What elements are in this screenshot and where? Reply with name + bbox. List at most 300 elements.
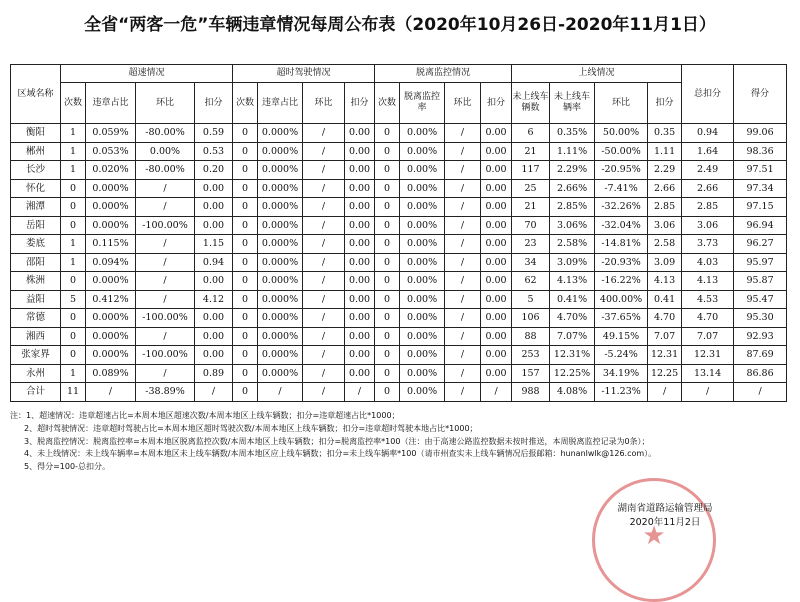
table-row — [11, 309, 787, 328]
table-cell: 4.70 — [648, 309, 682, 328]
table-cell: / — [303, 253, 345, 272]
table-cell: 0.41% — [550, 290, 595, 309]
table-cell: 21 — [512, 198, 550, 217]
table-cell: 0 — [375, 253, 400, 272]
region-cell: 湘西 — [11, 327, 61, 346]
table-cell: 2.66% — [550, 179, 595, 198]
table-cell: 34.19% — [595, 364, 648, 383]
table-cell: 0 — [375, 364, 400, 383]
table-cell: / — [445, 142, 481, 161]
table-cell: 0.53 — [195, 142, 233, 161]
note-5: 5、得分=100-总扣分。 — [24, 462, 110, 472]
region-cell: 合计 — [11, 383, 61, 402]
table-cell: 95.97 — [734, 253, 787, 272]
table-cell: 0 — [375, 216, 400, 235]
table-cell: / — [136, 327, 195, 346]
table-row — [11, 216, 787, 235]
table-cell: 0.00% — [400, 161, 445, 180]
table-cell: 0.00 — [195, 198, 233, 217]
table-cell: 0 — [375, 198, 400, 217]
table-cell: 4.13 — [682, 272, 734, 291]
table-cell: / — [136, 272, 195, 291]
note-1: 注：1、超速情况：违章超速占比=本周本地区超速次数/本周本地区上线车辆数；扣分=违章超速占比*1000； — [10, 411, 400, 420]
overtime-count-header: 次数 — [233, 83, 258, 124]
offline-deduct-header: 扣分 — [481, 83, 512, 124]
table-cell: / — [136, 198, 195, 217]
table-cell: 0 — [375, 124, 400, 143]
table-cell: 0.00 — [345, 142, 375, 161]
table-cell: 2.66 — [682, 179, 734, 198]
table-cell: 0.059% — [86, 124, 136, 143]
table-cell: 0.000% — [258, 179, 303, 198]
table-cell: 2.85% — [550, 198, 595, 217]
note-3: 3、脱离监控情况：脱离监控率=本周本地区脱离监控次数/本周本地区上线车辆数；扣分=脱离监控率*100（注：由于高速公路监控数据未按时推送，本周脱离监控记录为0条）； — [24, 436, 650, 446]
table-cell: 1 — [61, 253, 86, 272]
table-cell: / — [136, 364, 195, 383]
table-cell: 0.00 — [481, 142, 512, 161]
table-cell: / — [445, 216, 481, 235]
table-cell: -32.04% — [595, 216, 648, 235]
table-cell: / — [445, 364, 481, 383]
online-group-header: 上线情况 — [512, 65, 682, 83]
table-cell: 0.000% — [258, 161, 303, 180]
table-cell: 50.00% — [595, 124, 648, 143]
table-cell: 0.00 — [481, 272, 512, 291]
table-cell: 0 — [375, 346, 400, 365]
table-cell: 0.000% — [258, 272, 303, 291]
table-cell: 7.07% — [550, 327, 595, 346]
table-row — [11, 142, 787, 161]
table-cell: 97.51 — [734, 161, 787, 180]
table-cell: / — [258, 383, 303, 402]
table-cell: 0.115% — [86, 235, 136, 254]
table-cell: 92.93 — [734, 327, 787, 346]
table-cell: 0.000% — [258, 346, 303, 365]
table-cell: 97.34 — [734, 179, 787, 198]
table-cell: 2.58% — [550, 235, 595, 254]
offline-change-header: 环比 — [445, 83, 481, 124]
table-cell: 0.00 — [481, 309, 512, 328]
table-row — [11, 346, 787, 365]
table-cell: / — [303, 198, 345, 217]
table-cell: 0.000% — [258, 364, 303, 383]
region-cell: 怀化 — [11, 179, 61, 198]
table-cell: 0.00 — [345, 253, 375, 272]
table-cell: / — [303, 179, 345, 198]
speed-count-header: 次数 — [61, 83, 86, 124]
table-cell: 0 — [233, 346, 258, 365]
table-cell: 3.09% — [550, 253, 595, 272]
table-cell: 86.86 — [734, 364, 787, 383]
table-cell: 87.69 — [734, 346, 787, 365]
table-cell: / — [136, 253, 195, 272]
table-cell: 0 — [375, 235, 400, 254]
table-cell: 0 — [375, 179, 400, 198]
speed-group-header: 超速情况 — [61, 65, 233, 83]
table-cell: 0.00% — [400, 309, 445, 328]
table-cell: / — [445, 272, 481, 291]
table-cell: 0.00 — [345, 198, 375, 217]
table-cell: -16.22% — [595, 272, 648, 291]
table-cell: / — [682, 383, 734, 402]
table-cell: 0.00 — [195, 272, 233, 291]
table-cell: 0.000% — [258, 327, 303, 346]
table-cell: 0.00% — [400, 272, 445, 291]
table-row — [11, 383, 787, 402]
table-cell: 0.00 — [195, 327, 233, 346]
table-cell: 0.000% — [258, 235, 303, 254]
table-cell: 0.00 — [481, 327, 512, 346]
table-cell: 0.00 — [345, 346, 375, 365]
table-cell: 25 — [512, 179, 550, 198]
note-2: 2、超时驾驶情况：违章超时驾驶占比=本周本地区超时驾驶次数/本周本地区上线车辆数；扣分=违章超时驾驶本地占比*1000； — [24, 423, 478, 433]
table-cell: 12.31 — [648, 346, 682, 365]
table-cell: 0.94 — [682, 124, 734, 143]
table-cell: -38.89% — [136, 383, 195, 402]
table-cell: 0.00% — [400, 198, 445, 217]
table-cell: 0.20 — [195, 161, 233, 180]
table-cell: 3.06 — [682, 216, 734, 235]
table-cell: 1.11% — [550, 142, 595, 161]
table-row — [11, 161, 787, 180]
table-cell: 253 — [512, 346, 550, 365]
table-cell: 0.00 — [345, 216, 375, 235]
table-row — [11, 364, 787, 383]
region-cell: 益阳 — [11, 290, 61, 309]
speed-deduct-header: 扣分 — [195, 83, 233, 124]
table-cell: / — [445, 124, 481, 143]
table-cell: / — [303, 327, 345, 346]
region-cell: 张家界 — [11, 346, 61, 365]
table-cell: / — [303, 272, 345, 291]
table-cell: 62 — [512, 272, 550, 291]
table-cell: 0.00 — [345, 161, 375, 180]
table-cell: 98.36 — [734, 142, 787, 161]
table-cell: 0 — [375, 272, 400, 291]
table-cell: 0.000% — [86, 198, 136, 217]
table-cell: -37.65% — [595, 309, 648, 328]
table-cell: 0 — [375, 290, 400, 309]
table-cell: 34 — [512, 253, 550, 272]
table-cell: 0 — [61, 272, 86, 291]
table-cell: -20.95% — [595, 161, 648, 180]
table-cell: 0.00 — [345, 327, 375, 346]
overtime-ratio-header: 违章占比 — [258, 83, 303, 124]
table-cell: / — [195, 383, 233, 402]
table-cell: 2.29 — [648, 161, 682, 180]
offline-vehicles-header: 未上线车辆数 — [512, 83, 550, 124]
table-cell: 0.00 — [345, 309, 375, 328]
table-cell: 106 — [512, 309, 550, 328]
table-cell: 1.11 — [648, 142, 682, 161]
table-cell: / — [303, 124, 345, 143]
violation-table — [10, 64, 787, 402]
overtime-deduct-header: 扣分 — [345, 83, 375, 124]
table-row — [11, 272, 787, 291]
offline-group-header: 脱离监控情况 — [375, 65, 512, 83]
total-deduct-header: 总扣分 — [682, 65, 734, 124]
table-cell: 0.00% — [400, 253, 445, 272]
table-row — [11, 235, 787, 254]
table-cell: 0.089% — [86, 364, 136, 383]
table-cell: 4.12 — [195, 290, 233, 309]
table-cell: 0 — [61, 327, 86, 346]
table-cell: 0.000% — [86, 216, 136, 235]
table-cell: / — [303, 216, 345, 235]
seal-star-icon: ★ — [642, 521, 666, 551]
table-cell: / — [136, 235, 195, 254]
table-cell: 0.89 — [195, 364, 233, 383]
table-cell: 0.000% — [86, 272, 136, 291]
table-cell: 1.15 — [195, 235, 233, 254]
note-4: 4、未上线情况：未上线车辆率=本周本地区未上线车辆数/本周本地区应上线车辆数；扣分=未上线车辆率*100（请市州查实未上线车辆情况后报邮箱：hunanlwlk@126.com）。 — [24, 449, 657, 459]
page-title: 全省“两客一危”车辆违章情况每周公布表（2020年10月26日-2020年11月1日） — [84, 15, 716, 35]
region-cell: 娄底 — [11, 235, 61, 254]
table-cell: -50.00% — [595, 142, 648, 161]
region-header: 区域名称 — [11, 65, 61, 124]
table-cell: / — [445, 179, 481, 198]
table-cell: 0.000% — [86, 346, 136, 365]
table-cell: / — [445, 346, 481, 365]
table-cell: 0 — [61, 309, 86, 328]
overtime-group-header: 超时驾驶情况 — [233, 65, 375, 83]
speed-change-header: 环比 — [136, 83, 195, 124]
table-cell: 0 — [233, 272, 258, 291]
table-cell: 0.00% — [400, 327, 445, 346]
table-cell: 0.00 — [345, 179, 375, 198]
table-cell: 0.00 — [345, 235, 375, 254]
table-cell: 4.13% — [550, 272, 595, 291]
table-cell: 0 — [375, 309, 400, 328]
region-cell: 岳阳 — [11, 216, 61, 235]
table-cell: 7.07 — [648, 327, 682, 346]
signature-date: 2020年11月2日 — [629, 517, 701, 528]
table-cell: 0.094% — [86, 253, 136, 272]
table-cell: 1.64 — [682, 142, 734, 161]
table-cell: 70 — [512, 216, 550, 235]
table-cell: 95.87 — [734, 272, 787, 291]
table-cell: 0 — [233, 383, 258, 402]
table-cell: 0.00 — [481, 161, 512, 180]
table-cell: 0 — [233, 198, 258, 217]
table-cell: -5.24% — [595, 346, 648, 365]
table-cell: 0.00 — [481, 253, 512, 272]
table-cell: 4.03 — [682, 253, 734, 272]
table-cell: 0.59 — [195, 124, 233, 143]
table-cell: 5 — [512, 290, 550, 309]
table-cell: 4.08% — [550, 383, 595, 402]
table-cell: 23 — [512, 235, 550, 254]
table-cell: 96.94 — [734, 216, 787, 235]
table-cell: 1 — [61, 124, 86, 143]
table-cell: 0.00% — [400, 179, 445, 198]
region-cell: 永州 — [11, 364, 61, 383]
table-cell: 96.27 — [734, 235, 787, 254]
table-cell: 0.00% — [400, 216, 445, 235]
region-cell: 邵阳 — [11, 253, 61, 272]
table-cell: 157 — [512, 364, 550, 383]
table-cell: 4.53 — [682, 290, 734, 309]
table-cell: 3.09 — [648, 253, 682, 272]
table-cell: -14.81% — [595, 235, 648, 254]
table-cell: / — [303, 309, 345, 328]
table-cell: 49.15% — [595, 327, 648, 346]
table-cell: 0.000% — [86, 327, 136, 346]
table-cell: / — [445, 290, 481, 309]
table-cell: 0.00 — [345, 290, 375, 309]
offline-vehicle-rate-header: 未上线车辆率 — [550, 83, 595, 124]
table-cell: 0.000% — [258, 253, 303, 272]
table-cell: 7.07 — [682, 327, 734, 346]
table-cell: 0.000% — [258, 216, 303, 235]
table-cell: 12.25 — [648, 364, 682, 383]
table-cell: 400.00% — [595, 290, 648, 309]
table-cell: / — [303, 290, 345, 309]
table-cell: / — [445, 235, 481, 254]
table-cell: / — [303, 383, 345, 402]
table-cell: 0 — [375, 383, 400, 402]
table-cell: 0.412% — [86, 290, 136, 309]
table-row — [11, 124, 787, 143]
table-cell: 6 — [512, 124, 550, 143]
table-cell: 1 — [61, 364, 86, 383]
online-deduct-header: 扣分 — [648, 83, 682, 124]
table-cell: 0.00 — [195, 309, 233, 328]
table-cell: / — [345, 383, 375, 402]
table-cell: 0.00% — [400, 124, 445, 143]
signature-org: 湖南省道路运输管理局 — [617, 503, 713, 514]
table-cell: 97.15 — [734, 198, 787, 217]
table-cell: 1 — [61, 161, 86, 180]
table-cell: 0 — [233, 290, 258, 309]
table-cell: 988 — [512, 383, 550, 402]
table-cell: 5 — [61, 290, 86, 309]
table-cell: 1 — [61, 235, 86, 254]
region-cell: 湘潭 — [11, 198, 61, 217]
table-cell: 0 — [233, 179, 258, 198]
region-cell: 长沙 — [11, 161, 61, 180]
table-cell: 0.00% — [400, 290, 445, 309]
table-cell: 0 — [61, 216, 86, 235]
offline-rate-header: 脱离监控率 — [400, 83, 445, 124]
table-cell: 0.000% — [258, 290, 303, 309]
table-cell: 0.000% — [86, 179, 136, 198]
table-cell: 2.58 — [648, 235, 682, 254]
table-cell: 0 — [61, 179, 86, 198]
table-cell: -11.23% — [595, 383, 648, 402]
table-cell: 0 — [233, 216, 258, 235]
table-cell: 21 — [512, 142, 550, 161]
table-cell: 99.06 — [734, 124, 787, 143]
table-cell: 0 — [233, 161, 258, 180]
table-cell: 3.73 — [682, 235, 734, 254]
table-cell: / — [303, 364, 345, 383]
table-cell: 0.94 — [195, 253, 233, 272]
table-row — [11, 327, 787, 346]
table-cell: 88 — [512, 327, 550, 346]
table-cell: 2.85 — [682, 198, 734, 217]
table-cell: 0.00 — [345, 124, 375, 143]
signature — [600, 502, 730, 530]
region-cell: 常德 — [11, 309, 61, 328]
table-cell: 0.000% — [258, 198, 303, 217]
region-cell: 郴州 — [11, 142, 61, 161]
table-cell: 0 — [233, 309, 258, 328]
table-cell: 0.00 — [481, 198, 512, 217]
table-cell: 0.000% — [258, 124, 303, 143]
table-body — [11, 124, 787, 402]
table-cell: / — [445, 383, 481, 402]
overtime-change-header: 环比 — [303, 83, 345, 124]
table-cell: 0 — [375, 327, 400, 346]
table-cell: 0.020% — [86, 161, 136, 180]
table-cell: 0.41 — [648, 290, 682, 309]
table-cell: 0.00% — [400, 364, 445, 383]
table-cell: / — [303, 161, 345, 180]
table-cell: / — [734, 383, 787, 402]
table-cell: 12.31 — [682, 346, 734, 365]
online-change-header: 环比 — [595, 83, 648, 124]
region-cell: 株洲 — [11, 272, 61, 291]
table-cell: -80.00% — [136, 124, 195, 143]
table-cell: 0.00 — [481, 216, 512, 235]
table-cell: / — [445, 253, 481, 272]
table-cell: -32.26% — [595, 198, 648, 217]
table-cell: 0.35% — [550, 124, 595, 143]
table-cell: 0.053% — [86, 142, 136, 161]
notes — [10, 410, 790, 474]
table-cell: / — [445, 161, 481, 180]
table-cell: 95.47 — [734, 290, 787, 309]
table-cell: 3.06 — [648, 216, 682, 235]
table-cell: / — [86, 383, 136, 402]
table-cell: 2.49 — [682, 161, 734, 180]
offline-count-header: 次数 — [375, 83, 400, 124]
table-cell: -100.00% — [136, 216, 195, 235]
table-cell: 0 — [375, 142, 400, 161]
table-cell: 117 — [512, 161, 550, 180]
table-cell: 0.00 — [195, 216, 233, 235]
table-row — [11, 253, 787, 272]
table-cell: -100.00% — [136, 309, 195, 328]
table-row — [11, 198, 787, 217]
table-cell: / — [136, 290, 195, 309]
table-cell: 0.00% — [400, 142, 445, 161]
table-cell: 0.000% — [86, 309, 136, 328]
table-cell: 0.00 — [195, 179, 233, 198]
table-cell: 0.35 — [648, 124, 682, 143]
table-cell: 4.13 — [648, 272, 682, 291]
table-cell: 0 — [61, 198, 86, 217]
table-row — [11, 290, 787, 309]
table-cell: 0.00 — [345, 364, 375, 383]
table-cell: / — [648, 383, 682, 402]
table-cell: 4.70 — [682, 309, 734, 328]
table-cell: 0.00 — [481, 179, 512, 198]
table-cell: 0 — [61, 346, 86, 365]
table-cell: -100.00% — [136, 346, 195, 365]
table-cell: 95.30 — [734, 309, 787, 328]
table-cell: 0.00% — [400, 235, 445, 254]
table-cell: -80.00% — [136, 161, 195, 180]
table-cell: 0 — [233, 142, 258, 161]
table-cell: 2.85 — [648, 198, 682, 217]
table-cell: 0 — [233, 235, 258, 254]
table-cell: / — [481, 383, 512, 402]
table-cell: 0.00 — [481, 235, 512, 254]
table-cell: / — [445, 309, 481, 328]
official-seal — [592, 478, 716, 602]
